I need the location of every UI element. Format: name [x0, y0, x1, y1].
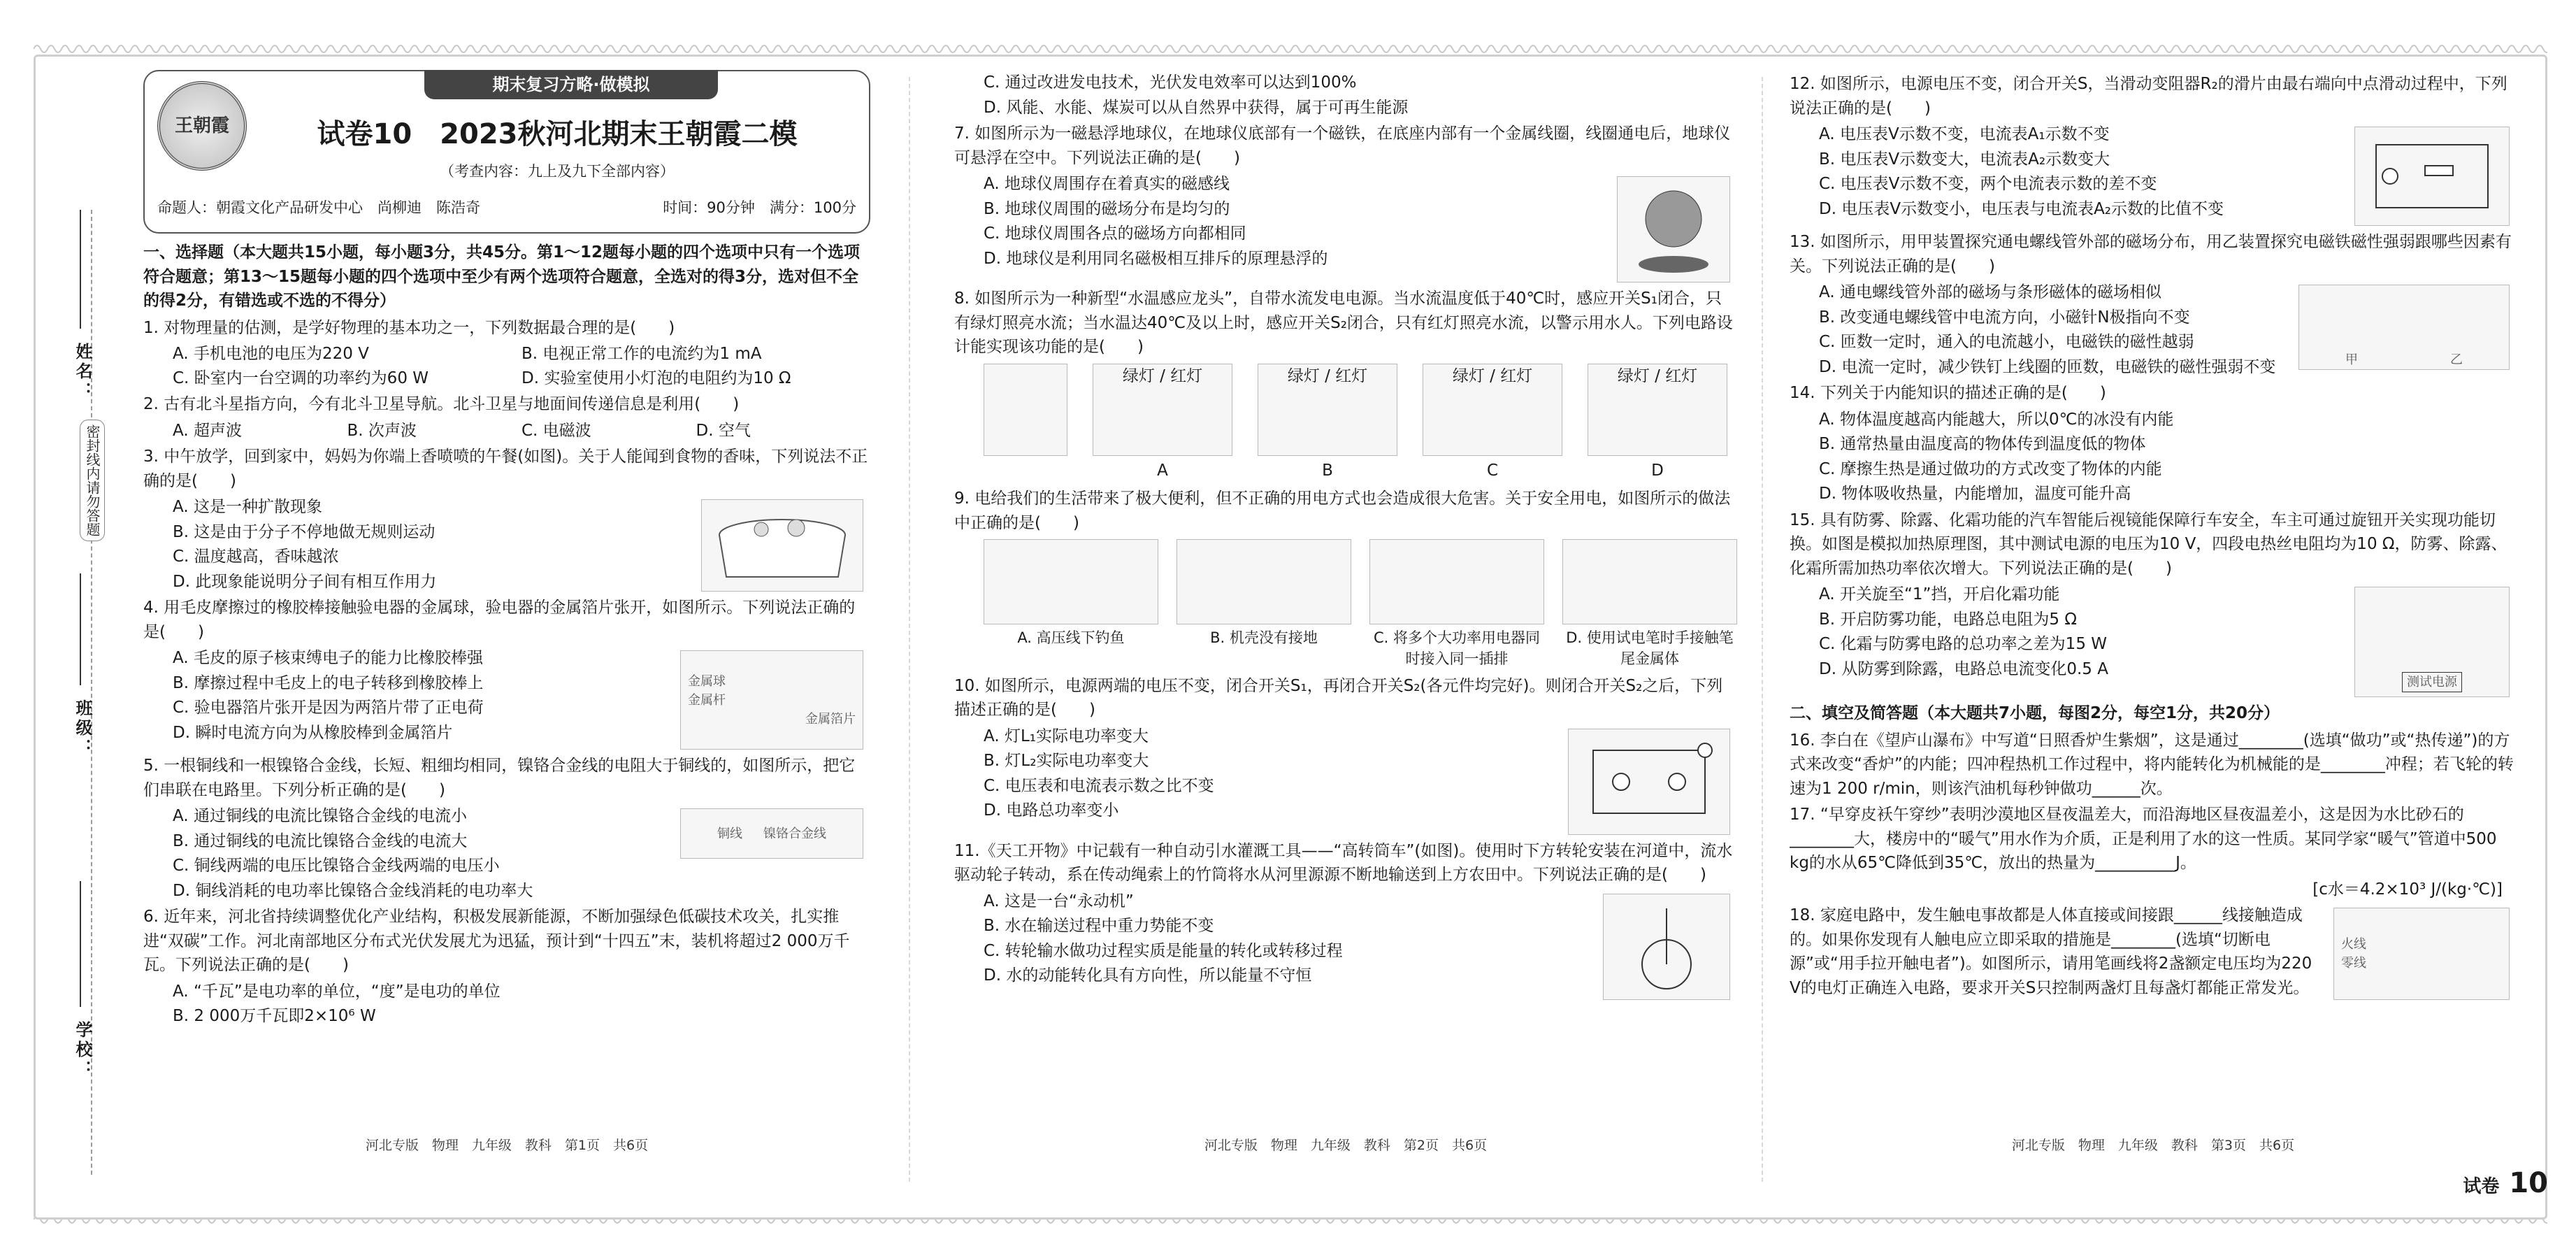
question-stem: 2. 古有北斗星指方向，今有北斗卫星导航。北斗卫星与地面间传递信息是利用( )	[143, 395, 740, 413]
option[interactable]: A. 电压表V示数不变，电流表A₁示数不变	[1819, 125, 2110, 143]
option[interactable]: D. 从防雾到除露，电路总电流变化0.5 A	[1819, 659, 2108, 678]
option[interactable]: C. 电磁波	[521, 421, 591, 440]
option[interactable]: D. 水的动能转化具有方向性，所以能量不守恒	[984, 966, 1312, 985]
title-box	[143, 70, 870, 234]
power-strip-icon	[1369, 539, 1544, 624]
option[interactable]: B. 电视正常工作的电流约为1 mA	[521, 345, 762, 363]
option[interactable]: A. “千瓦”是电功率的单位，“度”是电功的单位	[173, 982, 501, 1001]
fig-label: 火线	[2341, 937, 2366, 952]
lamp-label: 绿灯	[1452, 366, 1485, 385]
option[interactable]: C. 铜线两端的电压比镍铬合金线两端的电压小	[173, 857, 500, 875]
maglev-globe-figure	[1617, 176, 1730, 283]
picture-option-a[interactable]	[984, 539, 1158, 670]
column-2	[954, 70, 1737, 1161]
question-2	[143, 392, 870, 443]
fig-label: 镍铬合金线	[763, 826, 826, 841]
option[interactable]: A. 通电螺线管外部的磁场与条形磁体的磁场相似	[1819, 283, 2161, 301]
column-divider	[1762, 77, 1763, 1182]
lamp-label: 红灯	[1665, 366, 1698, 385]
binding-gutter	[49, 210, 126, 1175]
option[interactable]: B. 这是由于分子不停地做无规则运动	[173, 522, 436, 541]
circuit-options	[954, 364, 1737, 483]
question-stem: 11.《天工开物》中记载有一种自动引水灌溉工具——“高转筒车”(如图)。使用时下方转轮安装在河道中，流水驱动轮子转动，系在传动绳索上的竹筒将水从河里源源不断地输送到上方农田中。下列说法正确的是( )	[954, 841, 1733, 885]
paper-title: 试卷10 2023秋河北期末王朝霞二模	[317, 118, 798, 150]
circuit-c[interactable]	[1423, 364, 1562, 483]
section-2-heading: 二、填空及简答题（本大题共7小题，每图2分，每空1分，共20分）	[1790, 704, 2280, 722]
option[interactable]: B. 通常热量由温度高的物体传到温度低的物体	[1819, 435, 2146, 453]
option[interactable]: B. 摩擦过程中毛皮上的电子转移到橡胶棒上	[173, 673, 484, 692]
question-3	[143, 445, 870, 594]
picture-option-d[interactable]	[1562, 539, 1737, 670]
option[interactable]: B. 地球仪周围的磁场分布是均匀的	[984, 199, 1230, 218]
electroscope-figure	[680, 650, 863, 750]
option[interactable]: B. 通过铜线的电流比镍铬合金线的电流大	[173, 831, 468, 850]
option[interactable]: D. 空气	[696, 421, 751, 440]
school-fill-line[interactable]	[80, 881, 81, 1007]
publisher-logo	[157, 81, 247, 171]
option[interactable]: B. 次声波	[347, 421, 417, 440]
option[interactable]: B. 开启防雾功能，电路总电阻为5 Ω	[1819, 610, 2077, 629]
option[interactable]: B. 电压表V示数变大，电流表A₂示数变大	[1819, 150, 2110, 169]
fig-label: 甲	[2345, 352, 2358, 367]
question-16[interactable]: 16. 李白在《望庐山瀑布》中写道“日照香炉生紫烟”，这是通过________(选填“做功”或“热传递”)的方式来改变“香炉”的内能；四冲程热机工作过程中，将内能转化为机械能的是________冲程；若飞轮的转速为1 200 r/min，则该汽油机每秒钟做功______次。	[1790, 731, 2514, 798]
question-18	[1790, 903, 2517, 1000]
option: B	[1322, 461, 1333, 480]
question-stem: 7. 如图所示为一磁悬浮地球仪，在地球仪底部有一个磁铁，在底座内部有一个金属线圈，线圈通电后，地球仪可悬浮在空中。下列说法正确的是( )	[954, 124, 1731, 167]
mirror-heater-figure	[2354, 587, 2510, 697]
wires-figure	[680, 808, 863, 859]
option[interactable]: D. 风能、水能、煤炭可以从自然界中获得，属于可再生能源	[984, 98, 1409, 117]
option[interactable]: D. 此现象能说明分子间有相互作用力	[173, 572, 437, 591]
option[interactable]: C. 化霜与防雾电路的总功率之差为15 W	[1819, 635, 2108, 653]
question-stem: 14. 下列关于内能知识的描述正确的是( )	[1790, 384, 2106, 402]
fishing-icon	[984, 539, 1158, 624]
machine-icon	[1177, 539, 1351, 624]
paper-tag-number: 10	[2509, 1167, 2548, 1199]
question-stem[interactable]: 18. 家庭电路中，发生触电事故都是人体直接或间接跟______线接触造成的。如果你发现有人触电应立即采取的措施是________(选填“切断电源”或“用手拉开触电者”)。如图所示，请用笔画线将2盏额定电压均为220 V的电灯正确连入电路，要求开关S只控制两盏灯且每盏灯都能正常发光。	[1790, 906, 2312, 997]
circuit-diagram: 绿灯 / 红灯	[1093, 364, 1232, 456]
question-stem: 3. 中午放学，回到家中，妈妈为你端上香喷喷的午餐(如图)。关于人能闻到食物的香味，下列说法不正确的是( )	[143, 448, 868, 490]
circuit-diagram: 绿灯 / 红灯	[1258, 364, 1397, 456]
fig-label: 铜线	[717, 826, 742, 841]
option[interactable]: D. 物体吸收热量，内能增加，温度可能升高	[1819, 485, 2131, 503]
class-label: 班级：	[73, 699, 92, 758]
safety-pictures	[954, 539, 1737, 670]
circuit-a[interactable]	[1093, 364, 1232, 483]
option[interactable]: D. 电路总功率变小	[984, 801, 1119, 820]
lamp-label: 绿灯	[1617, 366, 1650, 385]
question-stem: 4. 用毛皮摩擦过的橡胶棒接触验电器的金属球，验电器的金属箔片张开，如图所示。下列说法正确的是( )	[143, 599, 856, 641]
question-stem: 1. 对物理量的估测，是学好物理的基本功之一，下列数据最合理的是( )	[143, 318, 675, 337]
question-stem: 5. 一根铜线和一根镍铬合金线，长短、粗细均相同，镍铬合金线的电阻大于铜线的，如图所示，把它们串联在电路里。下列分析正确的是( )	[143, 757, 856, 799]
question-4	[143, 596, 870, 745]
time-score: 时间：90分钟 满分：100分	[663, 199, 856, 216]
paper-tag-label: 试卷	[2463, 1176, 2500, 1197]
name-label: 姓名：	[73, 343, 92, 401]
fig-label: 金属箔片	[805, 711, 856, 727]
question-stem: 6. 近年来，河北省持续调整优化产业结构，积极发展新能源，不断加强绿色低碳技术攻关，扎实推进“双碳”工作。河北南部地区分布式光伏发展尤为迅猛，预计到“十四五”末，装机将超过2 000万千瓦。下列说法正确的是( )	[143, 908, 850, 974]
question-6	[143, 905, 870, 1029]
question-17[interactable]: 17. “早穿皮袄午穿纱”表明沙漠地区昼夜温差大，而沿海地区昼夜温差小，这是因为水比砂石的________大，楼房中的“暖气”用水作为介质，正是利用了水的这一性质。某同学家“暖气”管道中500 kg的水从65℃降低到35℃，放出的热量为__________J。	[1790, 806, 2497, 872]
dinner-table-figure	[701, 499, 863, 592]
circuit-diagram: 绿灯 / 红灯	[1588, 364, 1727, 456]
name-fill-line[interactable]	[80, 210, 81, 329]
fig-label: 零线	[2341, 956, 2366, 971]
option[interactable]: C. 匝数一定时，通入的电流越小，电磁铁的磁性越弱	[1819, 333, 2194, 351]
option[interactable]: A. 开关旋至“1”挡，开启化霜功能	[1819, 585, 2060, 603]
question-stem: 10. 如图所示，电源两端的电压不变，闭合开关S₁，再闭合开关S₂(各元件均完好)。则闭合开关S₂之后，下列描述正确的是( )	[954, 676, 1723, 720]
fig-label: 金属球	[688, 673, 726, 689]
circuit-icon	[2362, 134, 2502, 218]
option[interactable]: A. 物体温度越高内能越大，所以0℃的冰没有内能	[1819, 410, 2174, 429]
question-12	[1790, 72, 2517, 221]
question-stem: 15. 具有防雾、除露、化霜功能的汽车智能后视镜能保障行车安全，车主可通过旋钮开关实现功能切换。如图是模拟加热原理图，其中测试电源的电压为10 V，四段电热丝电阻均为10 Ω，防雾、除露、化霜所需加热功率依次增大。下列说法正确的是( )	[1790, 510, 2507, 578]
column-1	[143, 70, 870, 1161]
option[interactable]: A. 这是一种扩散现象	[173, 498, 322, 516]
lamp-label: 红灯	[1170, 366, 1203, 385]
fig-label: 金属杆	[688, 692, 726, 708]
question-14	[1790, 381, 2517, 506]
water-wheel-figure	[1603, 894, 1730, 1000]
picture-option-b[interactable]	[1177, 539, 1351, 670]
option[interactable]: D. 实验室使用小灯泡的电阻约为10 Ω	[521, 369, 791, 387]
option[interactable]: A. 灯L₁实际电功率变大	[984, 727, 1149, 745]
question-stem: 8. 如图所示为一种新型“水温感应龙头”，自带水流发电电源。当水流温度低于40℃时，感应开关S₁闭合，只有绿灯照亮水流；当水温达40℃及以上时，感应开关S₂闭合，只有红灯照亮水流，以警示用水人。下列电路设计能实现该功能的是( )	[954, 289, 1733, 356]
question-8	[954, 287, 1737, 482]
lamp-label: 红灯	[1500, 366, 1533, 385]
page-footer: 河北专版 物理 九年级 教科 第1页 共6页	[365, 1137, 649, 1153]
section-1-heading: 一、选择题（本大题共15小题，每小题3分，共45分。第1～12题每小题的四个选项中只有一个选项符合题意；第13～15题每小题的四个选项中至少有两个选项符合题意，全选对的得3分，选对但不全的得2分，有错选或不选的不得分）	[143, 243, 861, 310]
circuit-b[interactable]	[1258, 364, 1397, 483]
series-banner: 期末复习方略·做模拟	[424, 70, 718, 99]
fig-label: 测试电源	[2402, 672, 2462, 692]
option[interactable]: C. 温度越高，香味越浓	[173, 548, 339, 566]
column-divider	[909, 77, 910, 1182]
option[interactable]: A. 地球仪周围存在着真实的磁感线	[984, 175, 1230, 193]
option: B. 机壳没有接地	[1210, 629, 1318, 646]
page-footer: 河北专版 物理 九年级 教科 第2页 共6页	[1204, 1137, 1488, 1153]
question-5	[143, 754, 870, 903]
circuit-figure-12	[2354, 127, 2510, 226]
seal-notice: 密封线内请勿答题	[80, 420, 105, 541]
household-circuit-figure[interactable]	[2333, 908, 2510, 1000]
circuit-icon	[1579, 736, 1719, 827]
picture-option-c[interactable]	[1369, 539, 1544, 670]
circuit-diagram: 绿灯 / 红灯	[1423, 364, 1562, 456]
faucet-icon	[984, 364, 1067, 456]
option: A. 高压线下钓鱼	[1017, 629, 1125, 646]
option[interactable]: C. 验电器箔片张开是因为两箔片带了正电荷	[173, 699, 484, 717]
option: A	[1157, 461, 1168, 480]
specific-heat-note: [c水＝4.2×10³ J/(kg·℃)]	[2312, 880, 2503, 899]
exam-meta	[157, 197, 856, 220]
school-label: 学校：	[73, 1021, 92, 1080]
option[interactable]: D. 地球仪是利用同名磁极相互排斥的原理悬浮的	[984, 249, 1328, 268]
faucet-figure	[984, 364, 1067, 483]
question-stem: 13. 如图所示，用甲装置探究通电螺线管外部的磁场分布，用乙装置探究电磁铁磁性强弱跟哪些因素有关。下列说法正确的是( )	[1790, 233, 2512, 276]
option[interactable]: C. 地球仪周围各点的磁场方向都相同	[984, 224, 1246, 243]
class-fill-line[interactable]	[80, 573, 81, 685]
lamp-label: 红灯	[1335, 366, 1368, 385]
option[interactable]: C. 转轮输水做功过程实质是能量的转化或转移过程	[984, 941, 1343, 960]
lamp-label: 绿灯	[1287, 366, 1320, 385]
option[interactable]: B. 改变通电螺线管中电流方向，小磁针N极指向不变	[1819, 308, 2190, 327]
option[interactable]: C. 电压表和电流表示数之比不变	[984, 776, 1214, 795]
option[interactable]: D. 瞬时电流方向为从橡胶棒到金属箔片	[173, 723, 453, 742]
option[interactable]: A. 手机电池的电压为220 V	[173, 345, 369, 363]
option[interactable]: B. 2 000万千瓦即2×10⁶ W	[173, 1007, 376, 1025]
solenoid-figure	[2298, 285, 2510, 370]
authors: 命题人：朝霞文化产品研发中心 尚柳迪 陈浩奇	[157, 199, 480, 216]
option[interactable]: A. 通过铜线的电流比镍铬合金线的电流小	[173, 807, 467, 825]
column-3	[1790, 70, 2517, 1161]
option[interactable]: C. 电压表V示数不变，两个电流表示数的差不变	[1819, 175, 2157, 193]
option[interactable]: D. 电流一定时，减少铁钉上线圈的匝数，电磁铁的磁性强弱不变	[1819, 357, 2276, 376]
paper-number-tag	[2463, 1162, 2548, 1204]
globe-icon	[1632, 184, 1715, 275]
page-footer: 河北专版 物理 九年级 教科 第3页 共6页	[2011, 1137, 2295, 1153]
option[interactable]: D. 电压表V示数变小，电压表与电流表A₂示数的比值不变	[1819, 199, 2224, 218]
option: C	[1486, 461, 1499, 480]
question-11	[954, 839, 1737, 988]
test-pen-icon	[1562, 539, 1737, 624]
question-1	[143, 316, 870, 391]
lamp-label: 绿灯	[1122, 366, 1155, 385]
option[interactable]: A. 超声波	[173, 421, 242, 440]
question-9	[954, 487, 1737, 670]
option: D. 使用试电笔时手接触笔尾金属体	[1566, 629, 1734, 668]
water-wheel-icon	[1614, 901, 1719, 992]
table-illustration-icon	[712, 507, 852, 584]
question-10	[954, 674, 1737, 823]
circuit-figure-10	[1568, 729, 1730, 835]
circuit-d[interactable]	[1588, 364, 1727, 483]
option[interactable]: D. 铜线消耗的电功率比镍铬合金线消耗的电功率大	[173, 881, 533, 900]
option[interactable]: B. 灯L₂实际电功率变大	[984, 752, 1149, 771]
option[interactable]: B. 水在输送过程中重力势能不变	[984, 917, 1214, 936]
question-13	[1790, 230, 2517, 379]
option[interactable]: C. 摩擦生热是通过做功的方式改变了物体的内能	[1819, 459, 2162, 478]
option[interactable]: A. 这是一台“永动机”	[984, 892, 1134, 910]
exam-scope: （考查内容：九上及九下全部内容）	[440, 163, 675, 180]
option[interactable]: C. 卧室内一台空调的功率约为60 W	[173, 369, 429, 387]
logo-text: 王朝霞	[174, 115, 229, 136]
fig-label: 乙	[2450, 352, 2463, 367]
question-7	[954, 122, 1737, 271]
question-stem: 9. 电给我们的生活带来了极大便利，但不正确的用电方式也会造成很大危害。关于安全用电，如图所示的做法中正确的是( )	[954, 489, 1731, 532]
question-stem: 12. 如图所示，电源电压不变，闭合开关S，当滑动变阻器R₂的滑片由最右端向中点滑动过程中，下列说法正确的是( )	[1790, 75, 2507, 117]
option[interactable]: A. 毛皮的原子核束缚电子的能力比橡胶棒强	[173, 649, 483, 667]
option: D	[1651, 461, 1664, 480]
question-15	[1790, 508, 2517, 689]
option: C. 将多个大功率用电器同时接入同一插排	[1373, 629, 1540, 668]
option[interactable]: C. 通过改进发电技术，光伏发电效率可以达到100%	[984, 73, 1357, 92]
